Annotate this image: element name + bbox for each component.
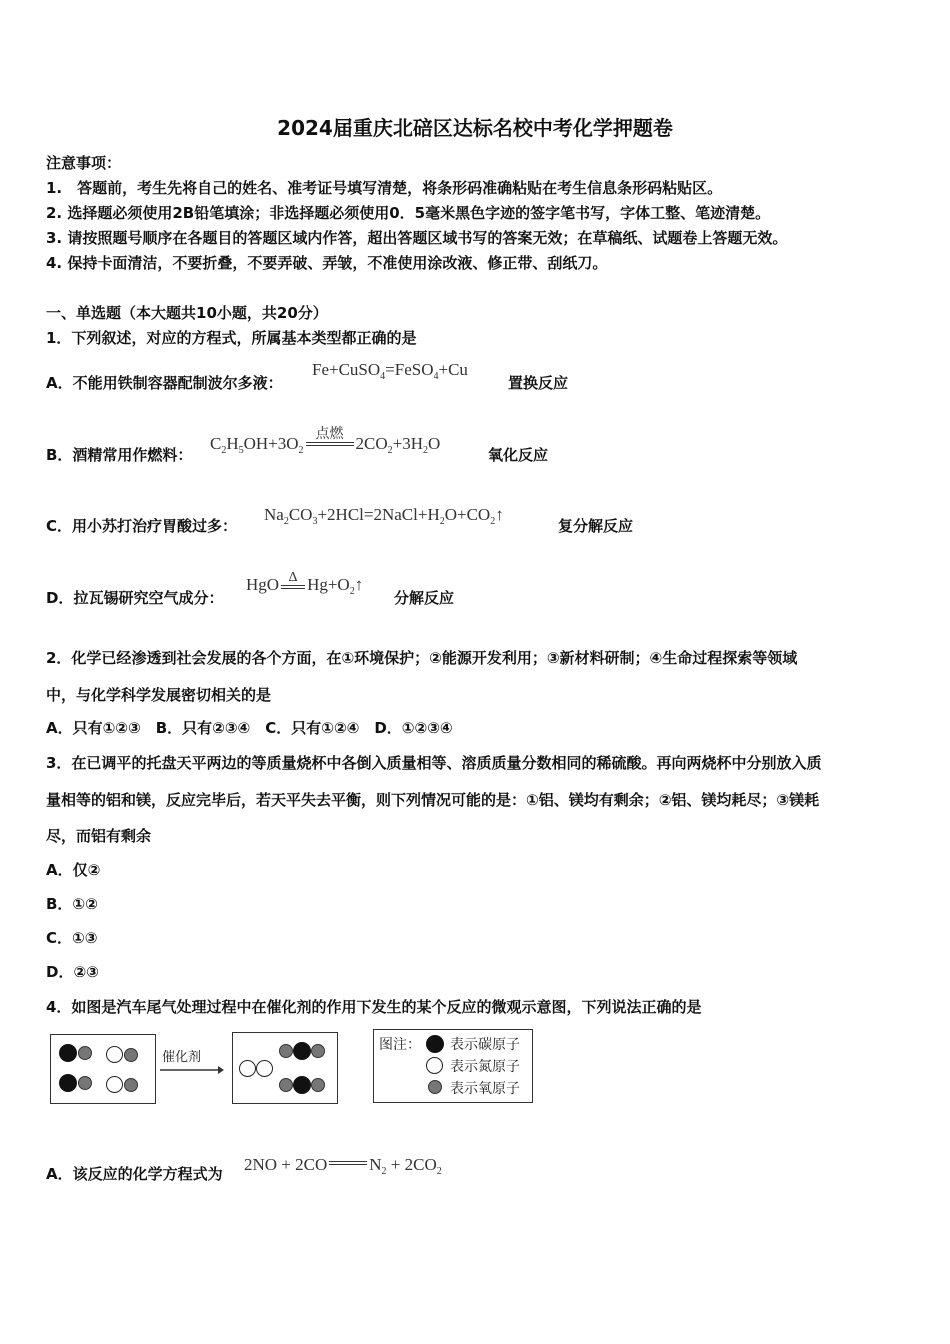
q3-option-c: C．①③ [46,929,98,947]
q1-option-b-condition: 点燃 [315,427,344,443]
q1-option-b-type: 氧化反应 [488,446,549,464]
oxygen-atom [78,1046,92,1060]
q2-stem-line1: 2．化学已经渗透到社会发展的各个方面，在①环境保护；②能源开发利用；③新材料研制；④生命过程探索等领域 [46,649,798,667]
q1-option-d-type: 分解反应 [394,589,455,607]
q3-stem-line2: 量相等的铝和镁，反应完毕后，若天平失去平衡，则下列情况可能的是：①铝、镁均有剩余；②铝、镁均耗尽；③镁耗 [46,791,820,809]
nitrogen-atom-legend [426,1057,443,1074]
q1-option-d-label: D．拉瓦锡研究空气成分： [46,589,224,607]
oxygen-atom-legend [428,1080,442,1094]
oxygen-atom [124,1078,138,1092]
q4-option-a-label: A．该反应的化学方程式为 [46,1165,223,1183]
oxygen-atom [311,1044,325,1058]
q3-stem-line1: 3．在已调平的托盘天平两边的等质量烧杯中各倒入质量相等、溶质质量分数相同的稀硫酸。再向两烧杯中分别放入质 [46,754,822,772]
nitrogen-atom [256,1060,273,1077]
q1-option-a-equation: Fe+CuSO$_4$=FeSO$_4$+Cu [312,360,468,382]
q2-options: A．只有①②③ B．只有②③④ C．只有①②④ D．①②③④ [46,719,453,737]
q1-option-a-label: A．不能用铁制容器配制波尔多液： [46,374,283,392]
nitrogen-atom [106,1046,123,1063]
legend-title: 图注： [379,1038,421,1053]
legend-nitrogen: 表示氮原子 [450,1060,520,1075]
oxygen-atom [279,1044,293,1058]
legend-oxygen: 表示氧原子 [450,1082,520,1097]
q1-option-c-equation: $Na_2CO_3+2HCl=2NaCl+H_2O+CO_2↑$ [264,505,504,527]
q1-stem: 1．下列叙述，对应的方程式，所属基本类型都正确的是 [46,329,417,347]
nitrogen-atom [239,1060,256,1077]
q2-stem-line2: 中，与化学科学发展密切相关的是 [46,686,272,704]
products-box [232,1032,338,1104]
carbon-atom [59,1074,77,1092]
q1-option-d-condition: Δ [288,570,298,586]
carbon-atom-legend [426,1035,444,1053]
notice-item-3: 3. 请按照题号顺序在各题目的答题区域内作答，超出答题区域书写的答案无效；在草稿纸、试题卷上答题无效。 [46,229,788,247]
carbon-atom [293,1076,311,1094]
carbon-atom [59,1044,77,1062]
legend-box [373,1029,533,1103]
q3-option-d: D．②③ [46,963,99,981]
q1-option-b-label: B．酒精常用作燃料： [46,446,193,464]
legend-carbon: 表示碳原子 [450,1038,520,1053]
page-title: 2024届重庆北碚区达标名校中考化学押题卷 [277,116,673,140]
catalyst-label: 催化剂 [162,1049,202,1064]
nitrogen-atom [106,1076,123,1093]
oxygen-atom [124,1048,138,1062]
q3-option-a: A．仅② [46,861,101,879]
notice-item-2: 2. 选择题必须使用2B铅笔填涂；非选择题必须使用0．5毫米黑色字迹的签字笔书写，字体工整、笔迹清楚。 [46,204,771,222]
oxygen-atom [78,1076,92,1090]
reactants-box [50,1034,156,1104]
oxygen-atom [311,1078,325,1092]
notice-heading: 注意事项： [46,154,122,172]
notice-item-1: 1. 答题前，考生先将自己的姓名、准考证号填写清楚，将条形码准确粘贴在考生信息条形码粘贴区。 [46,179,723,197]
notice-item-4: 4. 保持卡面清洁，不要折叠，不要弄破、弄皱，不准使用涂改液、修正带、刮纸刀。 [46,254,608,272]
q1-option-a-type: 置换反应 [508,374,569,392]
q1-option-b-equation: $C_2H_5OH+3O_2$ 点燃 $2CO_2+3H_2O$ [210,427,441,456]
q3-stem-line3: 尽，而铝有剩余 [46,827,152,845]
q4-option-a-equation: 2NO + 2CO $N_2 + 2CO_2$ [244,1155,442,1177]
oxygen-atom [279,1078,293,1092]
q1-option-c-type: 复分解反应 [558,517,634,535]
q1-option-c-label: C．用小苏打治疗胃酸过多： [46,517,238,535]
q3-option-b: B．①② [46,895,98,913]
reaction-arrow-icon [158,1064,226,1076]
section-heading: 一、单选题（本大题共10小题，共20分） [46,304,328,322]
q1-option-d-equation: HgO Δ $Hg+O_2↑$ [246,570,364,597]
q4-stem: 4．如图是汽车尾气处理过程中在催化剂的作用下发生的某个反应的微观示意图，下列说法正确的是 [46,998,702,1016]
carbon-atom [293,1042,311,1060]
